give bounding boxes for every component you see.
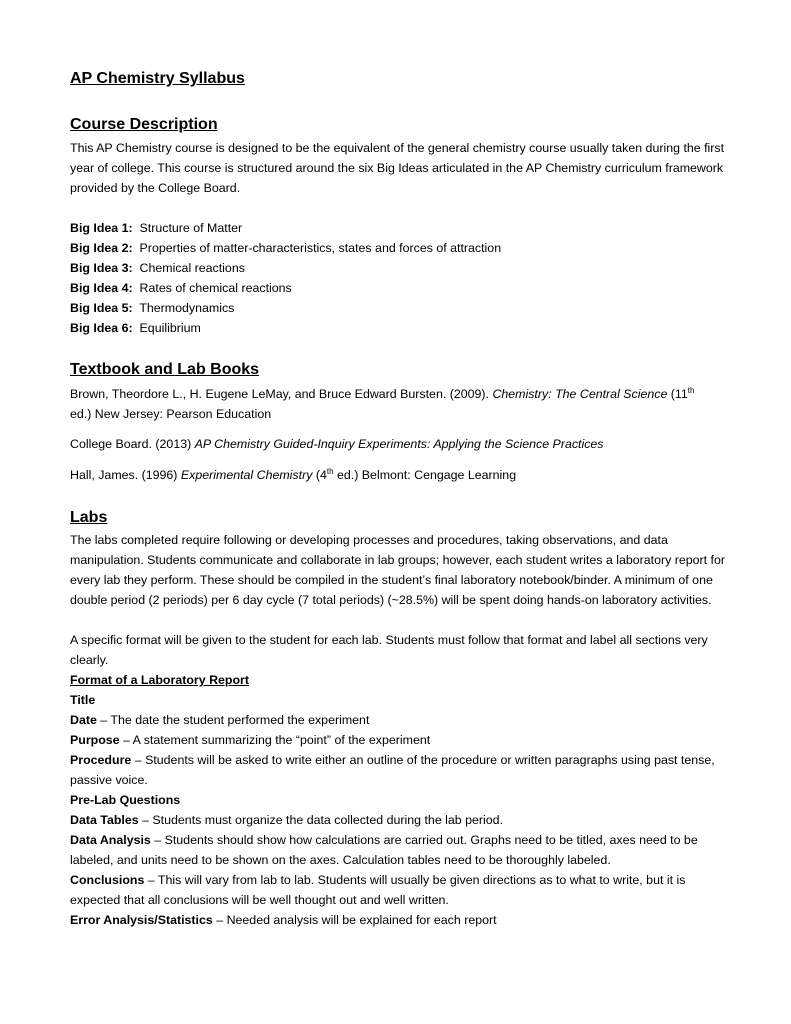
big-idea-item: [70, 238, 730, 258]
labs-heading: Labs: [70, 509, 108, 526]
report-item-data-analysis: Data Analysis – Students should show how calculations are carried out. Graphs need to be titled, axes need to be labeled, and units need to be shown on the axes. Calculation tables need to be thoroughly labeled.: [70, 833, 698, 867]
report-item-error-analysis: Error Analysis/Statistics – Needed analysis will be explained for each report: [70, 913, 497, 927]
textbook-heading: Textbook and Lab Books: [70, 361, 260, 378]
reference-authors: Brown, Theordore L., H. Eugene LeMay, and Bruce Edward Bursten. (2009).: [70, 387, 493, 401]
reference-title: Chemistry: The Central Science: [492, 387, 668, 401]
big-idea-label: Big Idea 1:: [70, 221, 133, 235]
labs-description: The labs completed require following or developing processes and procedures, taking observations, and data manipulation. Students communicate and collaborate in lab groups; however, each student writes a laboratory report for every lab they perform. These should be compiled in the student’s final laboratory notebook/binder. A minimum of one double period (2 periods) per 6 day cycle (7 total periods) (~28.5%) will be spent doing hands-on laboratory activities.: [70, 533, 726, 607]
report-item-title: Title: [70, 693, 96, 707]
reference-publisher: ed.) Belmont: Cengage Learning: [333, 468, 517, 482]
reference-brown: [70, 384, 730, 424]
reference-hall: [70, 465, 730, 485]
big-idea-text: Structure of Matter: [139, 221, 243, 235]
report-item-data-tables: Data Tables – Students must organize the data collected during the lab period.: [70, 813, 504, 827]
big-idea-text: Equilibrium: [139, 321, 201, 335]
big-idea-text: Thermodynamics: [139, 301, 235, 315]
course-description-heading: Course Description: [70, 116, 218, 133]
superscript: th: [687, 385, 695, 395]
big-idea-item: [70, 318, 730, 338]
reference-publisher: ed.) New Jersey: Pearson Education: [70, 407, 272, 421]
reference-college-board: [70, 434, 730, 454]
big-idea-label: Big Idea 4:: [70, 281, 133, 295]
superscript: th: [326, 466, 334, 476]
big-idea-text: Properties of matter-characteristics, states and forces of attraction: [139, 241, 502, 255]
report-item-date: Date – The date the student performed the experiment: [70, 713, 370, 727]
course-description-text: This AP Chemistry course is designed to be the equivalent of the general chemistry course usually taken during the first year of college. This course is structured around the six Big Ideas articulated in the AP Chemistry curriculum framework provided by the College Board.: [70, 141, 725, 195]
reference-title: Experimental Chemistry: [180, 468, 313, 482]
reference-title: AP Chemistry Guided-Inquiry Experiments: Applying the Science Practices: [194, 437, 604, 451]
labs-format-note: A specific format will be given to the student for each lab. Students must follow that format and label all sections very clearly.: [70, 633, 708, 667]
reference-authors: College Board. (2013): [70, 437, 195, 451]
report-item-procedure: Procedure – Students will be asked to write either an outline of the procedure or written paragraphs using past tense, passive voice.: [70, 753, 715, 787]
reference-edition: (4: [312, 468, 327, 482]
report-item-purpose: Purpose – A statement summarizing the “point” of the experiment: [70, 733, 431, 747]
format-heading: Format of a Laboratory Report: [70, 673, 249, 687]
big-idea-text: Chemical reactions: [139, 261, 245, 275]
document-title: AP Chemistry Syllabus: [70, 70, 245, 87]
big-idea-label: Big Idea 3:: [70, 261, 133, 275]
big-idea-label: Big Idea 6:: [70, 321, 133, 335]
report-item-prelab: Pre-Lab Questions: [70, 793, 181, 807]
big-idea-item: [70, 298, 730, 318]
reference-edition: (11: [667, 387, 688, 401]
big-idea-label: Big Idea 2:: [70, 241, 133, 255]
report-items: [70, 690, 725, 930]
report-item-conclusions: Conclusions – This will vary from lab to lab. Students will usually be given directions as to what to write, but it is expected that all conclusions will be well thought out and well written.: [70, 873, 686, 907]
big-idea-item: [70, 278, 730, 298]
big-idea-text: Rates of chemical reactions: [139, 281, 292, 295]
big-ideas-list: [70, 218, 730, 338]
big-idea-item: [70, 258, 730, 278]
reference-authors: Hall, James. (1996): [70, 468, 181, 482]
lab-report-format: [70, 670, 730, 690]
big-idea-label: Big Idea 5:: [70, 301, 133, 315]
big-idea-item: [70, 218, 730, 238]
